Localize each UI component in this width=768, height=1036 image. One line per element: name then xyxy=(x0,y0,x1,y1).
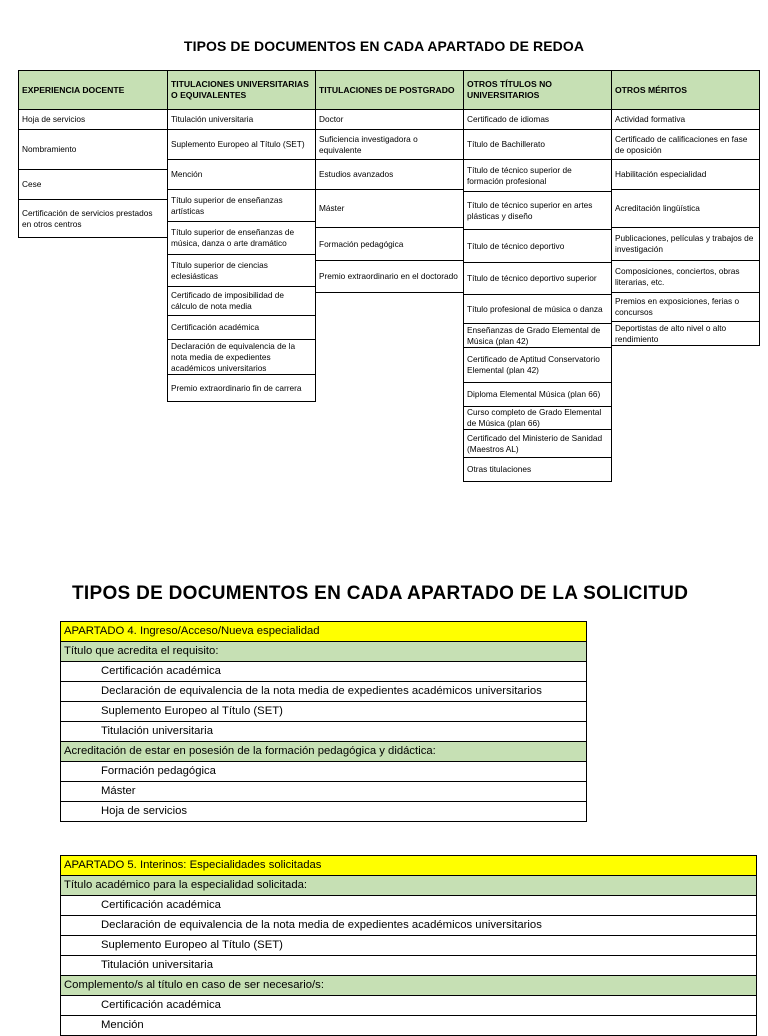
redoa-column-header: EXPERIENCIA DOCENTE xyxy=(18,70,168,110)
document-item: Hoja de servicios xyxy=(60,802,587,822)
document-item: Certificación académica xyxy=(60,996,757,1016)
redoa-cell: Deportistas de alto nivel o alto rendimiento xyxy=(611,321,760,346)
redoa-cell: Premio extraordinario en el doctorado xyxy=(315,260,464,293)
document-title-solicitud: TIPOS DE DOCUMENTOS EN CADA APARTADO DE LA SOLICITUD xyxy=(72,583,689,604)
document-item: Declaración de equivalencia de la nota media de expedientes académicos universitarios xyxy=(60,916,757,936)
redoa-cell: Publicaciones, películas y trabajos de investigación xyxy=(611,227,760,261)
redoa-cell: Título de Bachillerato xyxy=(463,129,612,160)
redoa-cell: Mención xyxy=(167,159,316,190)
redoa-cell: Máster xyxy=(315,189,464,228)
redoa-column-header: TITULACIONES UNIVERSITARIAS O EQUIVALENTES xyxy=(167,70,316,110)
redoa-cell: Certificado de calificaciones en fase de oposición xyxy=(611,129,760,160)
document-item: Suplemento Europeo al Título (SET) xyxy=(60,702,587,722)
document-item: Suplemento Europeo al Título (SET) xyxy=(60,936,757,956)
redoa-column xyxy=(316,71,464,482)
redoa-cell: Cese xyxy=(18,169,168,200)
redoa-cell: Certificado de imposibilidad de cálculo de nota media xyxy=(167,286,316,316)
redoa-cell: Curso completo de Grado Elemental de Música (plan 66) xyxy=(463,406,612,430)
redoa-cell: Doctor xyxy=(315,109,464,130)
redoa-cell: Título de técnico deportivo superior xyxy=(463,262,612,295)
redoa-column xyxy=(464,71,612,482)
document-title-redoa: TIPOS DE DOCUMENTOS EN CADA APARTADO DE REDOA xyxy=(183,38,585,54)
redoa-cell: Suplemento Europeo al Título (SET) xyxy=(167,129,316,160)
redoa-cell: Título de técnico superior en artes plásticas y diseño xyxy=(463,191,612,230)
redoa-cell: Actividad formativa xyxy=(611,109,760,130)
redoa-column-header: TITULACIONES DE POSTGRADO xyxy=(315,70,464,110)
redoa-cell: Título superior de ciencias eclesiásticas xyxy=(167,254,316,287)
redoa-cell: Título profesional de música o danza xyxy=(463,294,612,324)
redoa-cell: Certificado del Ministerio de Sanidad (Maestros AL) xyxy=(463,429,612,458)
redoa-cell: Declaración de equivalencia de la nota media de expedientes académicos universitarios xyxy=(167,339,316,375)
redoa-column xyxy=(18,71,168,482)
document-item: Certificación académica xyxy=(60,662,587,682)
redoa-cell: Estudios avanzados xyxy=(315,159,464,190)
redoa-column-header: OTROS MÉRITOS xyxy=(611,70,760,110)
redoa-cell: Acreditación lingüística xyxy=(611,189,760,228)
redoa-cell: Enseñanzas de Grado Elemental de Música (plan 42) xyxy=(463,323,612,348)
redoa-column xyxy=(168,71,316,482)
redoa-cell: Certificación de servicios prestados en otros centros xyxy=(18,199,168,238)
redoa-cell: Certificación académica xyxy=(167,315,316,340)
redoa-cell: Composiciones, conciertos, obras literarias, etc. xyxy=(611,260,760,293)
group-label: Complemento/s al título en caso de ser necesario/s: xyxy=(60,976,757,996)
redoa-cell: Título de técnico superior de formación profesional xyxy=(463,159,612,192)
redoa-cell: Suficiencia investigadora o equivalente xyxy=(315,129,464,160)
redoa-cell: Hoja de servicios xyxy=(18,109,168,130)
redoa-column-header: OTROS TÍTULOS NO UNIVERSITARIOS xyxy=(463,70,612,110)
apartado-heading: APARTADO 5. Interinos: Especialidades solicitadas xyxy=(60,855,757,876)
document-item: Mención xyxy=(60,1016,757,1036)
document-item: Titulación universitaria xyxy=(60,722,587,742)
group-label: Título que acredita el requisito: xyxy=(60,642,587,662)
document-item: Titulación universitaria xyxy=(60,956,757,976)
redoa-table xyxy=(18,71,760,482)
redoa-cell: Premio extraordinario fin de carrera xyxy=(167,374,316,402)
document-item: Certificación académica xyxy=(60,896,757,916)
redoa-column xyxy=(612,71,760,482)
apartado-heading: APARTADO 4. Ingreso/Acceso/Nueva especialidad xyxy=(60,621,587,642)
redoa-cell: Habilitación especialidad xyxy=(611,159,760,190)
group-label: Acreditación de estar en posesión de la formación pedagógica y didáctica: xyxy=(60,742,587,762)
redoa-cell: Otras titulaciones xyxy=(463,457,612,482)
redoa-cell: Titulación universitaria xyxy=(167,109,316,130)
redoa-cell: Título superior de enseñanzas de música, danza o arte dramático xyxy=(167,221,316,255)
document-item: Máster xyxy=(60,782,587,802)
redoa-cell: Título superior de enseñanzas artísticas xyxy=(167,189,316,222)
redoa-cell: Nombramiento xyxy=(18,129,168,170)
redoa-cell: Formación pedagógica xyxy=(315,227,464,261)
redoa-cell: Certificado de idiomas xyxy=(463,109,612,130)
redoa-cell: Diploma Elemental Música (plan 66) xyxy=(463,382,612,407)
document-item: Declaración de equivalencia de la nota media de expedientes académicos universitarios xyxy=(60,682,587,702)
group-label: Título académico para la especialidad solicitada: xyxy=(60,876,757,896)
apartado-5-section xyxy=(60,855,757,1036)
redoa-cell: Certificado de Aptitud Conservatorio Elemental (plan 42) xyxy=(463,347,612,383)
redoa-cell: Título de técnico deportivo xyxy=(463,229,612,263)
redoa-cell: Premios en exposiciones, ferias o concursos xyxy=(611,292,760,322)
document-item: Formación pedagógica xyxy=(60,762,587,782)
apartado-4-section xyxy=(60,621,587,822)
